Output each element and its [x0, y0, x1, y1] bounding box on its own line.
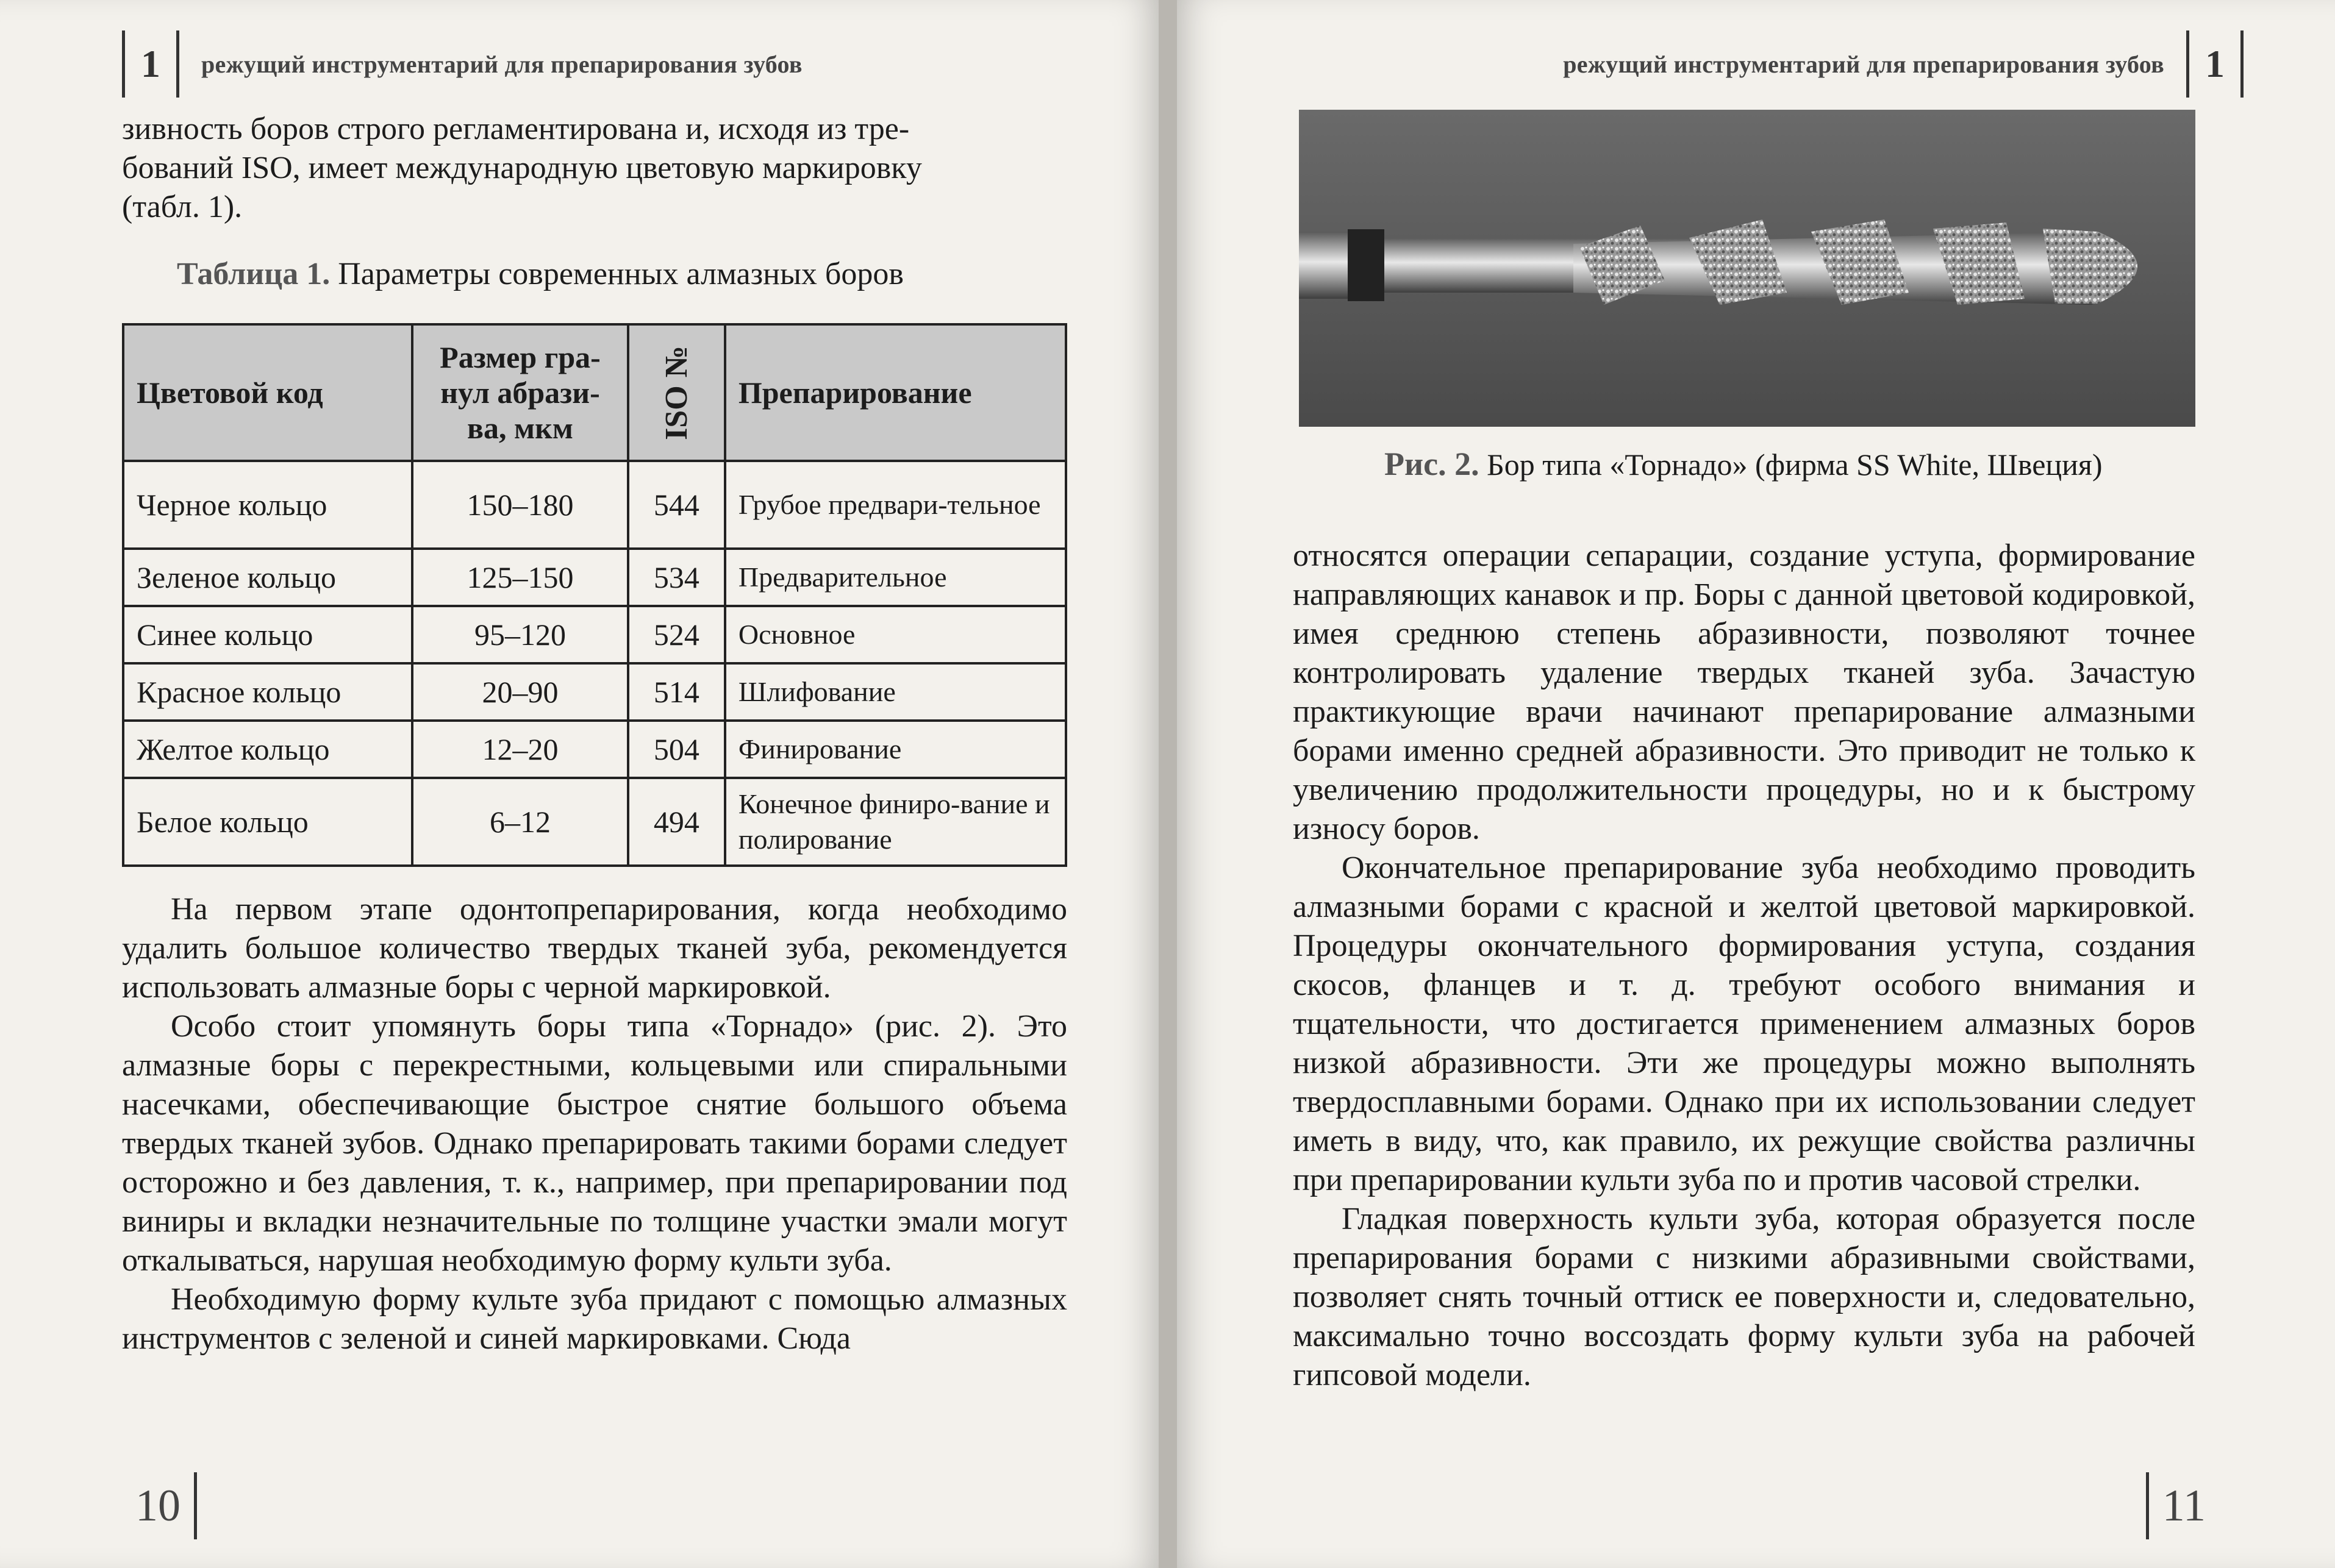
- header-divider: [2240, 30, 2244, 98]
- cell-prep: Основное: [725, 606, 1066, 663]
- cell-prep: Шлифование: [725, 663, 1066, 721]
- paragraph: Гладкая поверхность культи зуба, которая образуется после препарирования борами с низкими абразивными свойствами, позволяет снять точный оттиск ее поверхности и, следовательно, максимально точно воссоздать форму культи зуба на рабочей гипсовой модели.: [1293, 1202, 2195, 1392]
- running-title: режущий инструментарий для препарирования зубов: [201, 50, 803, 78]
- paragraph: Необходимую форму культе зуба придают с помощью алмазных инструментов с зеленой и синей маркировками. Сюда: [122, 1282, 1067, 1356]
- right-running-header: [1541, 24, 2244, 104]
- cell-iso: 504: [628, 721, 725, 778]
- book-gutter: [1159, 0, 1177, 1568]
- tornado-bur-photo: [1299, 110, 2195, 427]
- table-row: [123, 606, 1066, 663]
- chapter-number: 1: [141, 42, 160, 85]
- bur-illustration: [1299, 110, 2195, 427]
- left-running-header: [122, 24, 824, 104]
- intro-line: бований ISO, имеет международную цветовую маркировку: [122, 151, 922, 185]
- bur-collar: [1348, 229, 1384, 301]
- figure-caption: [1384, 445, 2103, 483]
- paragraph: Особо стоит упомянуть боры типа «Торнадо» (рис. 2). Это алмазные боры с перекрестными, кольцевыми или спиральными насечками, обеспечивающие быстрое снятие большого объема твердых тканей зубов. Однако препарировать такими борами следует осторожно и без давления, т. к., например, при препарировании под виниры и вкладки незначительные по толщине участки эмали могут откалываться, нарушая необходимую форму культи зуба.: [122, 1009, 1067, 1278]
- cell-size: 95–120: [412, 606, 628, 663]
- cell-color: Синее кольцо: [123, 606, 412, 663]
- running-title: режущий инструментарий для препарирования зубов: [1563, 50, 2164, 78]
- cell-prep: Финирование: [725, 721, 1066, 778]
- left-page-number: [122, 1469, 197, 1542]
- cell-size: 150–180: [412, 461, 628, 549]
- cell-color: Желтое кольцо: [123, 721, 412, 778]
- cell-iso: 494: [628, 778, 725, 866]
- right-page: [1177, 0, 2335, 1568]
- paragraph: Окончательное препарирование зуба необходимо проводить алмазными борами с красной и желтой цветовой маркировкой. Процедуры окончательного формирования уступа, создания скосов, фланцев и т. д. требуют особого внимания и тщательности, что достигается применением алмазных боров низкой абразивности. Эти же процедуры можно выполнять твердосплавными борами. Однако при их использовании следует иметь в виду, что, как правило, их режущие свойства различны при препарировании культи зуба по и против часовой стрелки.: [1293, 850, 2195, 1197]
- intro-line: (табл. 1).: [122, 190, 243, 224]
- cell-iso: 544: [628, 461, 725, 549]
- header-grain-size: Размер гра-нул абрази-ва, мкм: [412, 324, 628, 461]
- cell-size: 125–150: [412, 549, 628, 606]
- table-caption: [177, 256, 904, 292]
- header-color-code: Цветовой код: [123, 324, 412, 461]
- right-body-text: [1293, 536, 2195, 1395]
- table-header-row: [123, 324, 1066, 461]
- table-caption-text: Параметры современных алмазных боров: [338, 257, 904, 291]
- page-number: 11: [2162, 1480, 2206, 1531]
- cell-iso: 534: [628, 549, 725, 606]
- left-body-text: [122, 890, 1067, 1358]
- parameters-table: [122, 323, 1067, 867]
- left-page: [0, 0, 1159, 1568]
- header-preparation: Препарирование: [725, 324, 1066, 461]
- cell-size: 20–90: [412, 663, 628, 721]
- table-row: [123, 778, 1066, 866]
- cell-prep: Конечное финиро-вание и полирование: [725, 778, 1066, 866]
- cell-color: Черное кольцо: [123, 461, 412, 549]
- figure-caption-text: Бор типа «Торнадо» (фирма SS White, Швеция): [1487, 447, 2103, 482]
- paragraph: относятся операции сепарации, создание уступа, формирование направляющих канавок и пр. Боры с данной цветовой кодировкой, имея среднюю степень абразивности, позволяют точнее контролировать удаление твердых тканей зуба. Зачастую практикующие врачи начинают препарирование алмазными борами именно средней абразивности. Это приводит не только к увеличению продолжительности процедуры, но и к быстрому износу боров.: [1293, 538, 2195, 846]
- intro-line: зивность боров строго регламентирована и, исходя из тре-: [122, 112, 910, 146]
- page-number-divider: [194, 1472, 197, 1539]
- cell-prep: Грубое предвари-тельное: [725, 461, 1066, 549]
- table-row: [123, 663, 1066, 721]
- figure-label: Рис. 2.: [1384, 446, 1479, 482]
- cell-prep: Предварительное: [725, 549, 1066, 606]
- intro-text: [122, 110, 1067, 227]
- table-caption-label: Таблица 1.: [177, 257, 331, 291]
- right-page-number: [2146, 1469, 2219, 1542]
- table-row: [123, 461, 1066, 549]
- cell-size: 12–20: [412, 721, 628, 778]
- cell-color: Белое кольцо: [123, 778, 412, 866]
- cell-size: 6–12: [412, 778, 628, 866]
- cell-color: Красное кольцо: [123, 663, 412, 721]
- paragraph: На первом этапе одонтопрепарирования, когда необходимо удалить большое количество твердых тканей зуба, рекомендуется использовать алмазные боры с черной маркировкой.: [122, 892, 1067, 1005]
- chapter-number: 1: [2205, 42, 2225, 85]
- cell-color: Зеленое кольцо: [123, 549, 412, 606]
- header-iso: [628, 324, 725, 461]
- cell-iso: 514: [628, 663, 725, 721]
- table-row: [123, 549, 1066, 606]
- table-row: [123, 721, 1066, 778]
- header-iso-text: ISO №: [659, 345, 694, 440]
- page-number: 10: [135, 1480, 181, 1531]
- cell-iso: 524: [628, 606, 725, 663]
